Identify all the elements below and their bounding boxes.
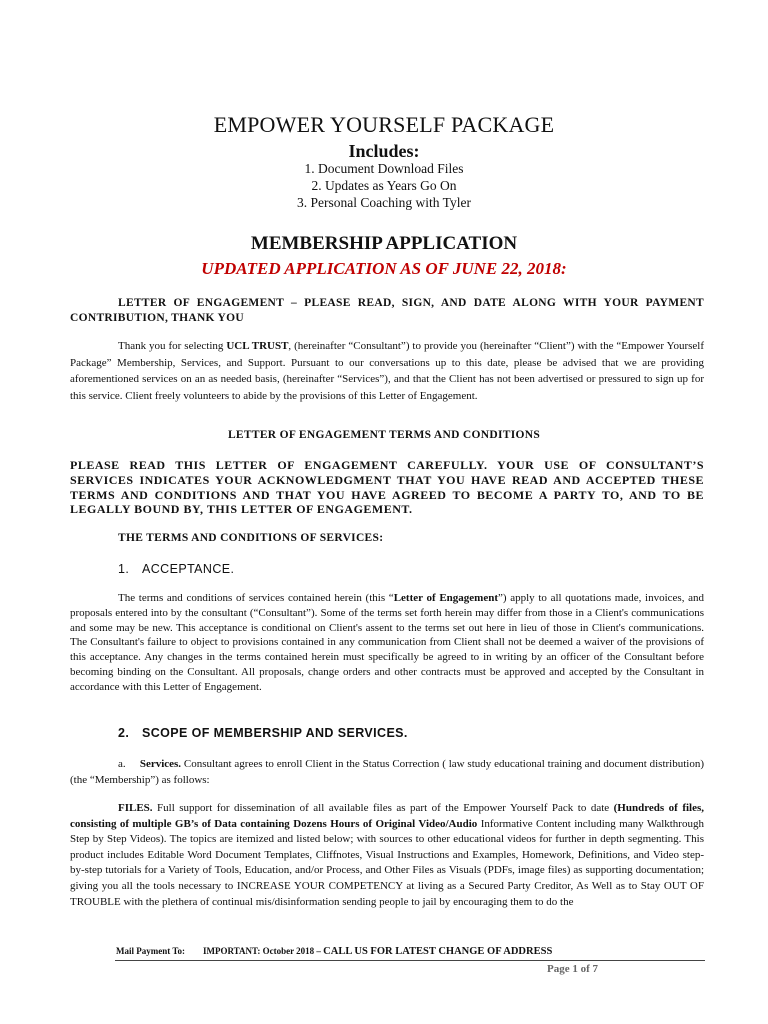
acceptance-paragraph: The terms and conditions of services contained herein (this “Letter of Engagement”) apply to all quotations made, invoices, and proposals entered into by the consultant (“Consultant”). Some of the terms set forth herein may differ from those in a Client's communications and some may be new. This acceptance is conditional on Client's assent to the terms set out here in lieu of those in Client's communications. The Consultant's failure to object to provisions contained in any communication from Client shall not be deemed a waiver of the provisions of this acceptance. Any changes in the terms contained herein must specifically be agreed to in writing by an officer of the Consultant before becoming binding on the Consultant. All proposals, change orders and other contracts must be approved and accepted by the Consultant in accordance with this Letter of Engagement.	[70, 592, 705, 693]
includes-item: 3. Personal Coaching with Tyler	[297, 195, 471, 210]
membership-title: MEMBERSHIP APPLICATION	[250, 233, 518, 254]
letter-heading: LETTER OF ENGAGEMENT – PLEASE READ, SIGN, AND DATE ALONG WITH YOUR PAYMENT CONTRIBUTION, THANK YOU	[70, 297, 704, 324]
includes-list	[0, 160, 768, 211]
please-read-notice: PLEASE READ THIS LETTER OF ENGAGEMENT CAREFULLY. YOUR USE OF CONSULTANT’S SERVICES INDICATES YOUR ACKNOWLEDGMENT THAT YOU HAVE READ AND ACCEPTED THESE TERMS AND CONDITIONS AND THAT YOU HAVE AGREED TO BECOME A PARTY TO, AND TO BE LEGALLY BOUND BY, THIS LETTER OF ENGAGEMENT.	[70, 458, 704, 517]
files-paragraph: FILES. Full support for dissemination of all available files as part of the Empower Yourself Pack to date (Hundreds of files, consisting of multiple GB’s of Data containing Dozens Hours of Original Video/Audio Informative Content including many Walkthrough Step by Step Videos). The topics are itemized and listed below; with sources to other educational videos for further in depth segmenting. This product includes Editable Word Document Templates, Cliffnotes, Visual Instructions and Examples, Homework, Definitions, and Video step-by-step tutorials for a Variety of Tools, Education, and/or Process, and Other Files as Visuals (PDFs, image files) as supporting documentation; giving you all the tools necessary to INCREASE YOUR COMPETENCY at living as a Secured Party Creditor, As Well as to Stay OUT OF TROUBLE with the plethera of continual mis/disinformation sending people to jail by encouraging them to do the	[70, 802, 705, 908]
footer-address-note: Mail Payment To: IMPORTANT: October 2018 – CALL US FOR LATEST CHANGE OF ADDRESS	[116, 946, 553, 957]
includes-item: 1. Document Download Files	[304, 161, 464, 176]
section-scope-heading: 2. SCOPE OF MEMBERSHIP AND SERVICES.	[118, 726, 408, 740]
includes-label: Includes:	[348, 141, 420, 161]
intro-paragraph: Thank you for selecting UCL TRUST, (hereinafter “Consultant”) to provide you (hereinafter “Client”) with the “Empower Yourself Package” Membership, Services, and Support. Pursuant to our conversations up to this date, please be advised that we are providing aforementioned services on an as needed basis, (hereinafter “Services”), and that the Client has not been advertised or pressured to sign up for this service. Client freely volunteers to abide by the provisions of this Letter of Engagement.	[70, 340, 704, 402]
updated-note: UPDATED APPLICATION AS OF JUNE 22, 2018:	[201, 259, 567, 278]
company-name: UCL TRUST	[226, 340, 289, 352]
section-acceptance-heading: 1. ACCEPTANCE.	[118, 562, 235, 576]
terms-heading: LETTER OF ENGAGEMENT TERMS AND CONDITIONS	[227, 429, 541, 441]
document-title: EMPOWER YOURSELF PACKAGE	[213, 112, 555, 137]
includes-item: 2. Updates as Years Go On	[311, 178, 457, 193]
terms-of-services-heading: THE TERMS AND CONDITIONS OF SERVICES:	[118, 532, 384, 544]
page-number: Page 1 of 7	[546, 963, 598, 975]
services-paragraph: a. Services. Consultant agrees to enroll Client in the Status Correction ( law study educational training and document distribution) (the “Membership”) as follows:	[70, 758, 705, 786]
footer-rule	[115, 960, 705, 961]
